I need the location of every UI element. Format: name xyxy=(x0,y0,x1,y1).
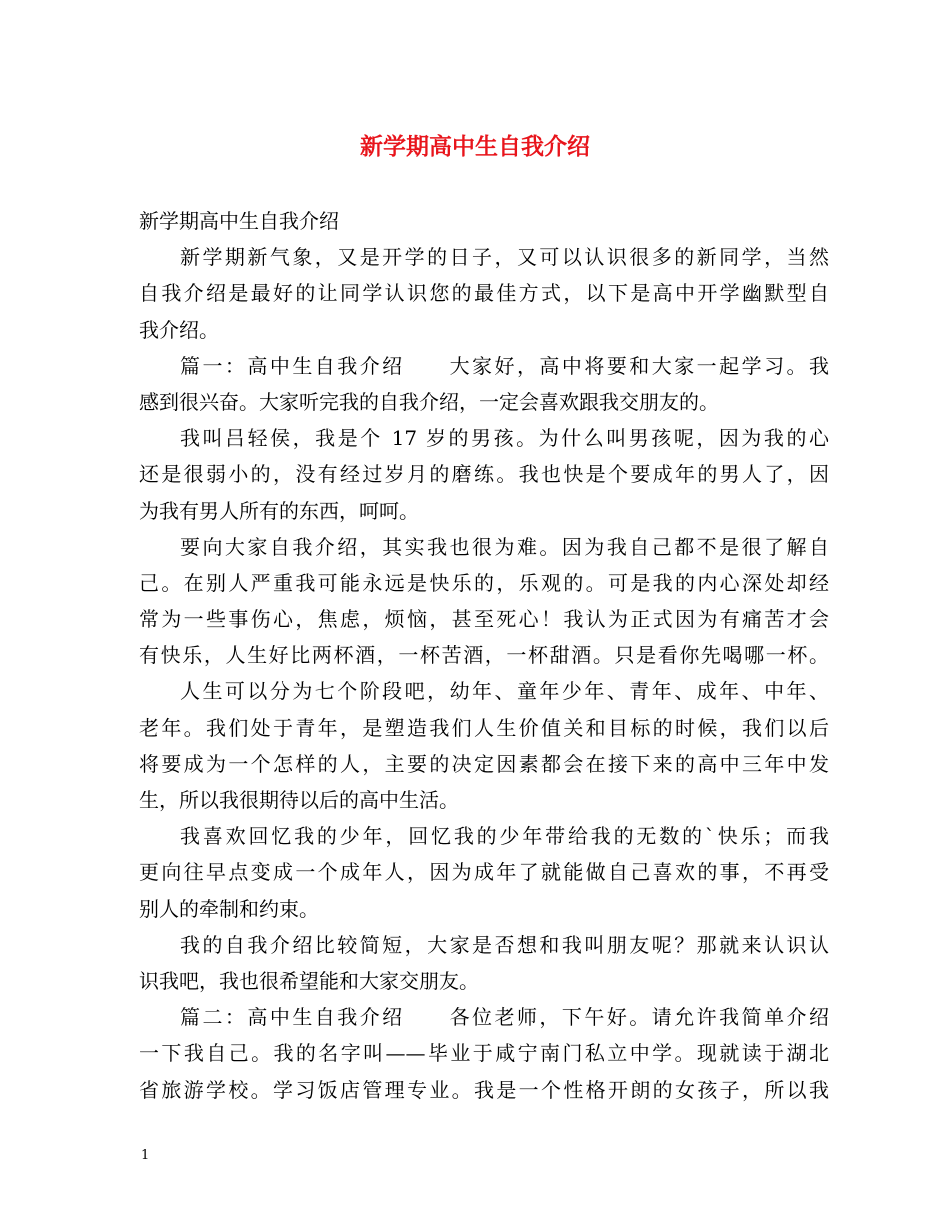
paragraph-line: 还是很弱小的，没有经过岁月的磨练。我也快是个要成年的男人了，因 xyxy=(139,462,829,487)
document-body xyxy=(139,203,829,1108)
paragraph-line: 更向往早点变成一个成年人，因为成年了就能做自己喜欢的事，不再受 xyxy=(139,860,829,885)
paragraph-line: 人生可以分为七个阶段吧，幼年、童年少年、青年、成年、中年、 xyxy=(180,679,829,704)
document-title: 新学期高中生自我介绍 xyxy=(360,133,590,160)
paragraph-line: 识我吧，我也很希望能和大家交朋友。 xyxy=(139,968,479,993)
paragraph-line: 要向大家自我介绍，其实我也很为难。因为我自己都不是很了解自 xyxy=(180,534,829,559)
paragraph-line: 我喜欢回忆我的少年，回忆我的少年带给我的无数的`快乐；而我 xyxy=(180,824,829,849)
paragraph-line: 将要成为一个怎样的人，主要的决定因素都会在接下来的高中三年中发 xyxy=(139,751,829,776)
paragraph-line: 为我有男人所有的东西，呵呵。 xyxy=(139,498,419,523)
paragraph-line: 我的自我介绍比较简短，大家是否想和我叫朋友呢？那就来认识认 xyxy=(180,932,829,957)
page-number: 1 xyxy=(141,1148,150,1163)
paragraph-line: 自我介绍是最好的让同学认识您的最佳方式，以下是高中开学幽默型自 xyxy=(139,281,829,306)
paragraph-line: 省旅游学校。学习饭店管理专业。我是一个性格开朗的女孩子，所以我 xyxy=(139,1077,829,1102)
paragraph-line: 生，所以我很期待以后的高中生活。 xyxy=(139,788,459,812)
paragraph-line: 我介绍。 xyxy=(139,317,219,342)
body-heading: 新学期高中生自我介绍 xyxy=(139,209,339,233)
paragraph-line: 有快乐，人生好比两杯酒，一杯苦酒，一杯甜酒。只是看你先喝哪一杯。 xyxy=(139,643,829,668)
paragraph-line: 篇二：高中生自我介绍 各位老师，下午好。请允许我简单介绍 xyxy=(180,1005,829,1030)
paragraph-line: 篇一：高中生自我介绍 大家好，高中将要和大家一起学习。我 xyxy=(180,353,829,378)
paragraph-line: 老年。我们处于青年，是塑造我们人生价值关和目标的时候，我们以后 xyxy=(139,715,829,740)
paragraph-line: 我叫吕轻侯，我是个 17 岁的男孩。为什么叫男孩呢，因为我的心 xyxy=(180,426,829,451)
paragraph-line: 别人的牵制和约束。 xyxy=(139,896,319,921)
paragraph-line: 常为一些事伤心，焦虑，烦恼，甚至死心！我认为正式因为有痛苦才会 xyxy=(139,607,829,632)
paragraph-line: 一下我自己。我的名字叫——毕业于咸宁南门私立中学。现就读于湖北 xyxy=(139,1041,829,1066)
paragraph-line: 己。在别人严重我可能永远是快乐的，乐观的。可是我的内心深处却经 xyxy=(139,570,829,595)
paragraph-line: 感到很兴奋。大家听完我的自我介绍，一定会喜欢跟我交朋友的。 xyxy=(139,389,719,414)
paragraph-line: 新学期新气象，又是开学的日子，又可以认识很多的新同学，当然 xyxy=(180,245,829,270)
